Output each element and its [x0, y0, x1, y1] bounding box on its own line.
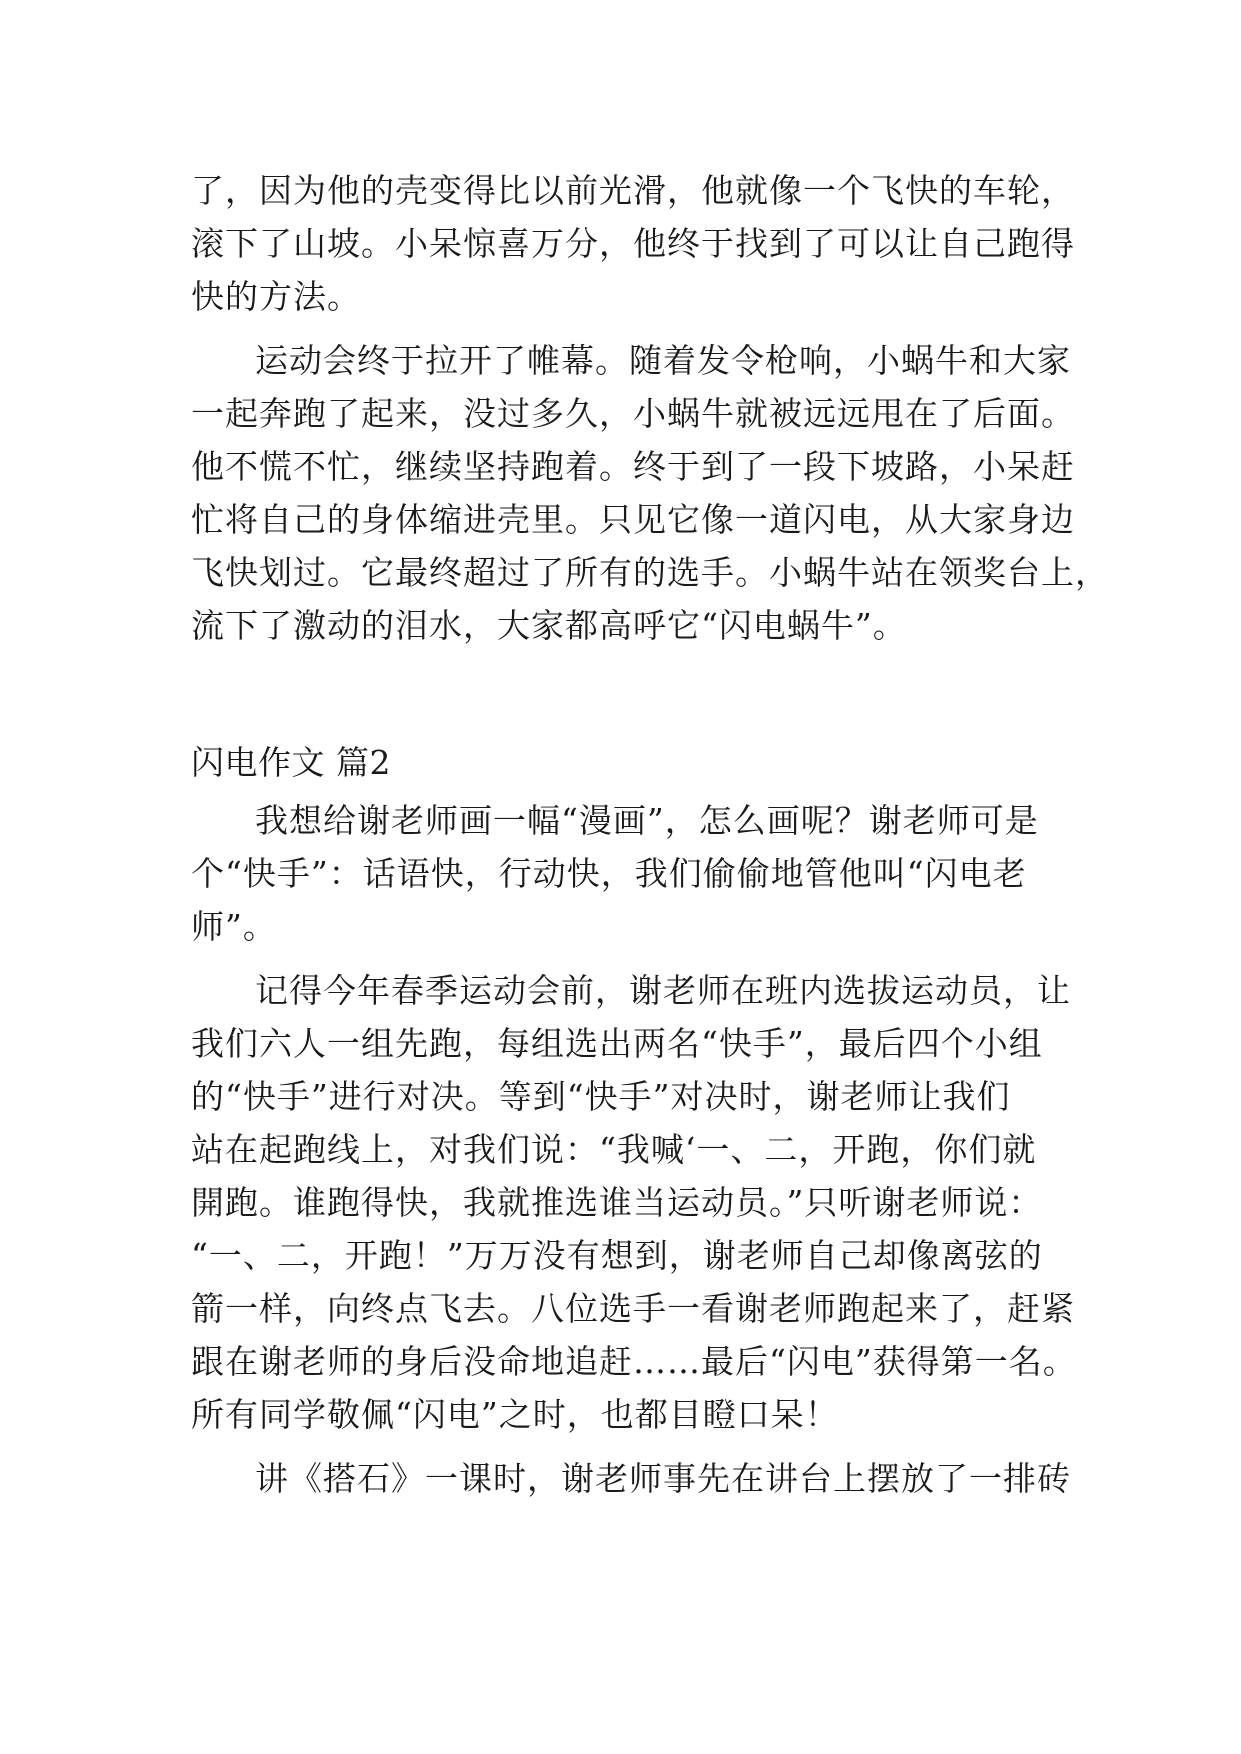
paragraph-line: 飞快划过。它最终超过了所有的选手。小蜗牛站在领奖台上， — [191, 553, 1109, 592]
paragraph-line: 个“快手”：话语快，行动快，我们偷偷地管他叫“闪电老 — [191, 854, 1027, 893]
paragraph-line: 师”。 — [191, 907, 277, 946]
paragraph-line: 运动会终于拉开了帷幕。随着发令枪响，小蜗牛和大家 — [255, 341, 1071, 380]
paragraph-line: 滚下了山坡。小呆惊喜万分，他终于找到了可以让自己跑得 — [191, 224, 1075, 263]
paragraph-line: 流下了激动的泪水，大家都高呼它“闪电蜗牛”。 — [191, 606, 907, 645]
paragraph-line: 记得今年春季运动会前，谢老师在班内选拔运动员，让 — [255, 971, 1071, 1010]
paragraph-line: 所有同学敬佩“闪电”之时，也都目瞪口呆！ — [191, 1395, 839, 1434]
paragraph-line: 忙将自己的身体缩进壳里。只见它像一道闪电，从大家身边 — [191, 500, 1075, 539]
paragraph-line: 快的方法。 — [191, 277, 361, 316]
paragraph-line: 開跑。谁跑得快，我就推选谁当运动员。”只听谢老师说： — [191, 1183, 1043, 1222]
paragraph-line: 的“快手”进行对决。等到“快手”对决时，谢老师让我们 — [191, 1077, 1011, 1116]
paragraph-line: 站在起跑线上，对我们说：“我喊‘一、二，开跑，你们就 — [191, 1130, 1037, 1169]
paragraph-line: 跟在谢老师的身后没命地追赶……最后“闪电”获得第一名。 — [191, 1342, 1077, 1381]
paragraph-line: 我们六人一组先跑，每组选出两名“快手”，最后四个小组 — [191, 1024, 1043, 1063]
paragraph-line: 了，因为他的壳变得比以前光滑，他就像一个飞快的车轮， — [191, 171, 1075, 210]
paragraph-line: 我想给谢老师画一幅“漫画”，怎么画呢？谢老师可是 — [255, 801, 1039, 840]
paragraph-line: 一起奔跑了起来，没过多久，小蜗牛就被远远甩在了后面。 — [191, 394, 1075, 433]
section-heading: 闪电作文 篇2 — [191, 743, 391, 782]
paragraph-line: 讲《搭石》一课时，谢老师事先在讲台上摆放了一排砖 — [255, 1459, 1071, 1498]
paragraph-line: 箭一样，向终点飞去。八位选手一看谢老师跑起来了，赶紧 — [191, 1289, 1075, 1328]
paragraph-line: 他不慌不忙，继续坚持跑着。终于到了一段下坡路，小呆赶 — [191, 447, 1075, 486]
paragraph-line: “一、二，开跑！”万万没有想到，谢老师自己却像离弦的 — [191, 1236, 1043, 1275]
